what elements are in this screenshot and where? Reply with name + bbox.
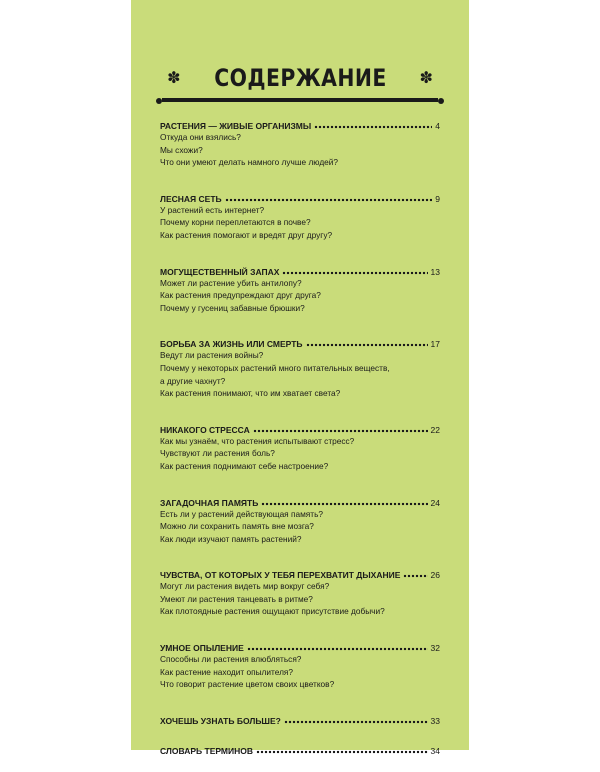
flower-icon: ✽ xyxy=(167,70,181,87)
toc-entry[interactable] xyxy=(160,566,440,580)
dot-leader xyxy=(282,271,427,275)
section-heading: МОГУЩЕСТВЕННЫЙ ЗАПАХ xyxy=(160,266,280,277)
section-question: Откуда они взялись? xyxy=(160,132,241,142)
dot-leader xyxy=(314,125,432,129)
toc-entry[interactable] xyxy=(160,639,440,653)
page-number: 26 xyxy=(430,570,440,581)
title-divider xyxy=(156,98,444,104)
toc-entry[interactable] xyxy=(160,712,440,726)
divider-bar xyxy=(162,98,438,102)
section-question: а другие чахнут? xyxy=(160,375,226,386)
page-number: 9 xyxy=(435,193,440,204)
toc-section xyxy=(160,263,440,315)
section-question: Как растения помогают и вредят друг другу? xyxy=(160,229,333,240)
flower-icon: ✽ xyxy=(419,70,433,87)
page-title: СОДЕРЖАНИЕ xyxy=(213,64,387,92)
section-question: Может ли растение убить антилопу? xyxy=(160,277,302,288)
section-question: Способны ли растения влюбляться? xyxy=(160,654,302,665)
section-question: Что говорит растение цветом своих цветков? xyxy=(160,679,335,690)
toc-section xyxy=(160,421,440,473)
section-question: Как плотоядные растения ощущают присутствие добычи? xyxy=(160,606,385,617)
section-question: Как люди изучают память растений? xyxy=(160,533,302,544)
section-question: Почему у гусениц забавные брюшки? xyxy=(160,302,305,313)
page-number: 13 xyxy=(430,266,440,277)
section-question: Как растения понимают, что им хватает света? xyxy=(160,388,341,399)
section-question: Могут ли растения видеть мир вокруг себя? xyxy=(160,581,330,592)
toc-entry[interactable] xyxy=(160,742,440,756)
section-question: Чувствуют ли растения боль? xyxy=(160,448,275,459)
dot-leader xyxy=(247,647,428,651)
dot-leader xyxy=(253,429,428,433)
section-question: Как растение находит опылителя? xyxy=(160,666,294,677)
section-question: Мы схожи? xyxy=(160,144,203,155)
toc-section xyxy=(160,494,440,546)
page-number: 17 xyxy=(430,339,440,350)
section-question: Как растения поднимают себе настроение? xyxy=(160,460,329,471)
section-question: Что они умеют делать намного лучше людей? xyxy=(160,157,339,168)
title-row xyxy=(131,64,469,92)
section-heading: РАСТЕНИЯ — ЖИВЫЕ ОРГАНИЗМЫ xyxy=(160,121,312,131)
divider-end-dot xyxy=(438,98,444,104)
page-number: 33 xyxy=(430,715,440,726)
section-question: Умеют ли растения танцевать в ритме? xyxy=(160,593,313,604)
toc-entry[interactable] xyxy=(160,117,440,131)
dot-leader xyxy=(403,574,427,578)
page-number: 24 xyxy=(430,497,440,508)
section-heading: ЗАГАДОЧНАЯ ПАМЯТЬ xyxy=(160,497,259,508)
toc-entry[interactable] xyxy=(160,494,440,508)
toc-section xyxy=(160,190,440,242)
section-heading: ЛЕСНАЯ СЕТЬ xyxy=(160,193,222,204)
section-question: Как растения предупреждают друг друга? xyxy=(160,290,321,301)
dot-leader xyxy=(306,343,428,347)
page-number: 34 xyxy=(430,745,440,756)
section-question: Есть ли у растений действующая память? xyxy=(160,508,324,519)
section-heading: УМНОЕ ОПЫЛЕНИЕ xyxy=(160,643,244,654)
page-number: 4 xyxy=(435,121,440,131)
section-question: Почему корни переплетаются в почве? xyxy=(160,217,311,228)
page-number: 32 xyxy=(430,643,440,654)
dot-leader xyxy=(284,720,428,724)
section-heading: НИКАКОГО СТРЕССА xyxy=(160,424,250,435)
section-heading: СЛОВАРЬ ТЕРМИНОВ xyxy=(160,745,253,756)
section-question: У растений есть интернет? xyxy=(160,204,265,215)
dot-leader xyxy=(256,750,428,754)
toc-entry[interactable] xyxy=(160,335,440,349)
section-heading: ХОЧЕШЬ УЗНАТЬ БОЛЬШЕ? xyxy=(160,715,281,726)
toc-section xyxy=(160,712,440,726)
section-question: Ведут ли растения войны? xyxy=(160,350,264,361)
toc-section xyxy=(160,117,440,169)
dot-leader xyxy=(225,198,433,202)
section-question: Почему у некоторых растений много питательных веществ, xyxy=(160,362,390,373)
toc-section xyxy=(160,566,440,618)
toc-section xyxy=(160,742,440,756)
toc-entry[interactable] xyxy=(160,263,440,277)
dot-leader xyxy=(261,502,427,506)
toc-section xyxy=(160,335,440,399)
section-heading: ЧУВСТВА, ОТ КОТОРЫХ У ТЕБЯ ПЕРЕХВАТИТ ДЫХАНИЕ xyxy=(160,570,401,581)
toc-section xyxy=(160,639,440,691)
book-page xyxy=(131,0,469,756)
section-question: Как мы узнаём, что растения испытывают стресс? xyxy=(160,435,355,446)
page-number: 22 xyxy=(430,424,440,435)
table-of-contents xyxy=(160,117,440,772)
toc-entry[interactable] xyxy=(160,421,440,435)
section-heading: БОРЬБА ЗА ЖИЗНЬ ИЛИ СМЕРТЬ xyxy=(160,339,303,350)
toc-entry[interactable] xyxy=(160,190,440,204)
section-question: Можно ли сохранить память вне мозга? xyxy=(160,521,314,532)
